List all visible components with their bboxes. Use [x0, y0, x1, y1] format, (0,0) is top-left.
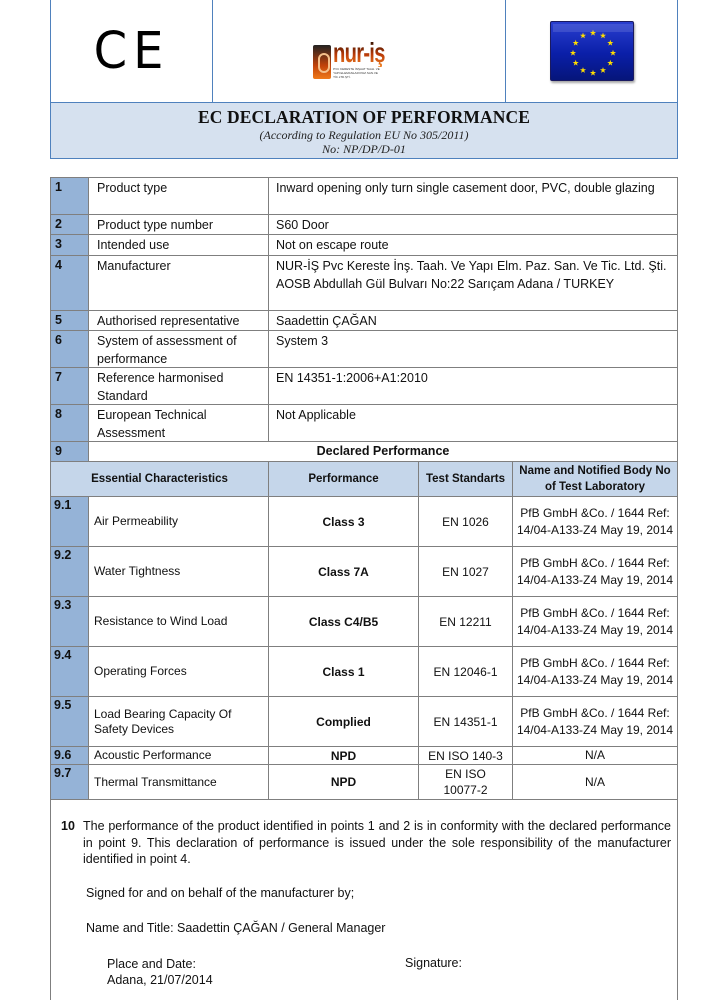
row-number: 1 — [51, 178, 89, 214]
row-number: 2 — [51, 215, 89, 234]
column-header-test-standards: Test Standarts — [419, 462, 513, 496]
performance-row-air-permeability — [51, 497, 677, 547]
row-label: Manufacturer — [89, 256, 269, 310]
row-value — [269, 256, 677, 310]
company-logo-tagline: PVC KERESTE İNŞAAT TAAH. VE YAPI ELEMANLARI PAZ.SAN.VE TİC.LTD.ŞTİ. — [333, 66, 380, 79]
row-number: 9.6 — [51, 747, 89, 764]
company-logo-wordmark: nur-iş — [333, 36, 385, 68]
performance-row-wind-load — [51, 597, 677, 647]
row-label: Product type — [89, 178, 269, 214]
performance-value: Class 3 — [269, 497, 419, 546]
row-label: Reference harmonised Standard — [89, 368, 269, 404]
eu-logo-cell — [506, 0, 677, 102]
row-value: Inward opening only turn single casement door, PVC, double glazing — [276, 181, 655, 195]
title-band — [51, 103, 677, 158]
test-standard: EN ISO 10077-2 — [419, 765, 513, 799]
row-number: 9.3 — [51, 597, 89, 646]
row-number: 7 — [51, 368, 89, 404]
table-row-product-type-number — [51, 215, 677, 235]
declaration-table — [50, 177, 678, 800]
characteristic: Water Tightness — [89, 547, 269, 596]
table-row-european-technical-assessment — [51, 405, 677, 442]
test-standard: EN 1026 — [419, 497, 513, 546]
row-number: 9.5 — [51, 697, 89, 746]
row-label: European Technical Assessment — [89, 405, 269, 441]
company-logo — [313, 23, 405, 79]
row-label: Authorised representative — [89, 311, 269, 330]
performance-row-thermal — [51, 765, 677, 799]
logo-row — [51, 0, 677, 103]
point-number: 10 — [61, 819, 75, 833]
table-row-intended-use — [51, 235, 677, 256]
place-and-date-value: Adana, 21/07/2014 — [107, 973, 213, 987]
row-number: 9 — [51, 442, 89, 461]
characteristic: Thermal Transmittance — [89, 765, 269, 799]
performance-value: NPD — [269, 747, 419, 764]
notified-body: PfB GmbH &Co. / 1644 Ref: 14/04-A133-Z4 May 19, 2014 — [516, 556, 674, 587]
conformity-statement — [61, 818, 671, 868]
row-value: Saadettin ÇAĞAN — [276, 314, 377, 328]
row-value: Not on escape route — [276, 238, 389, 252]
manufacturer-name: NUR-İŞ Pvc Kereste İnş. Taah. Ve Yapı Elm. Paz. San. Ve Tic. Ltd. Şti. — [276, 259, 667, 273]
test-standard: EN ISO 140-3 — [419, 747, 513, 764]
notified-body: PfB GmbH &Co. / 1644 Ref: 14/04-A133-Z4 May 19, 2014 — [516, 656, 674, 687]
performance-value: Class 1 — [269, 647, 419, 696]
document-number: No: NP/DP/D-01 — [322, 142, 406, 156]
row-number: 6 — [51, 331, 89, 367]
signed-on-behalf-text: Signed for and on behalf of the manufacturer by; — [86, 886, 355, 900]
column-header-notified-body: Name and Notified Body No of Test Laboratory — [519, 465, 671, 493]
performance-value: Class 7A — [269, 547, 419, 596]
page-title: EC DECLARATION OF PERFORMANCE — [198, 107, 530, 127]
ce-logo-cell — [51, 0, 213, 102]
notified-body: PfB GmbH &Co. / 1644 Ref: 14/04-A133-Z4 May 19, 2014 — [516, 706, 674, 737]
notified-body: N/A — [584, 774, 605, 789]
column-header-performance: Performance — [269, 462, 419, 496]
notified-body: PfB GmbH &Co. / 1644 Ref: 14/04-A133-Z4 May 19, 2014 — [516, 506, 674, 537]
table-row-authorised-representative — [51, 311, 677, 331]
table-row-reference-standard — [51, 368, 677, 405]
row-number: 9.1 — [51, 497, 89, 546]
ce-mark-icon: CE — [93, 21, 170, 80]
characteristic: Resistance to Wind Load — [89, 597, 269, 646]
test-standard: EN 12211 — [419, 597, 513, 646]
name-and-title: Name and Title: Saadettin ÇAĞAN / General Manager — [86, 921, 386, 935]
characteristic: Load Bearing Capacity Of Safety Devices — [89, 697, 269, 746]
row-label: Product type number — [89, 215, 269, 234]
declared-performance-heading: Declared Performance — [316, 444, 450, 458]
performance-row-operating-forces — [51, 647, 677, 697]
performance-value: Class C4/B5 — [269, 597, 419, 646]
characteristic: Operating Forces — [89, 647, 269, 696]
eu-flag-icon — [550, 21, 634, 81]
row-number: 9.7 — [51, 765, 89, 799]
row-number: 5 — [51, 311, 89, 330]
column-header-characteristics: Essential Characteristics — [51, 462, 269, 496]
performance-value: Complied — [269, 697, 419, 746]
row-label: System of assessment of performance — [89, 331, 269, 367]
place-and-date — [107, 956, 213, 988]
performance-value: NPD — [269, 765, 419, 799]
document-header — [50, 0, 678, 159]
row-number: 8 — [51, 405, 89, 441]
characteristic: Acoustic Performance — [89, 747, 269, 764]
row-label: Intended use — [89, 235, 269, 255]
row-value: System 3 — [276, 334, 329, 348]
company-logo-mark-icon — [313, 45, 331, 79]
table-row-system-of-assessment — [51, 331, 677, 368]
statement-text: The performance of the product identified in points 1 and 2 is in conformity with the declared performance in point 9. This declaration of performance is issued under the sole responsibility of the manufacturer identified in point 4. — [83, 819, 671, 866]
place-and-date-label: Place and Date: — [107, 957, 196, 971]
regulation-subtitle: (According to Regulation EU No 305/2011) — [259, 128, 469, 142]
manufacturer-address: AOSB Abdullah Gül Bulvarı No:22 Sarıçam Adana / TURKEY — [276, 277, 615, 291]
characteristic: Air Permeability — [89, 497, 269, 546]
table-row-product-type — [51, 178, 677, 215]
performance-row-load-bearing-capacity — [51, 697, 677, 747]
declaration-footer — [50, 799, 678, 1000]
table-row-manufacturer — [51, 256, 677, 311]
row-number: 3 — [51, 235, 89, 255]
notified-body: PfB GmbH &Co. / 1644 Ref: 14/04-A133-Z4 May 19, 2014 — [516, 606, 674, 637]
performance-row-acoustic — [51, 747, 677, 765]
test-standard: EN 14351-1 — [419, 697, 513, 746]
test-standard: EN 12046-1 — [419, 647, 513, 696]
row-number: 9.2 — [51, 547, 89, 596]
row-value: S60 Door — [276, 218, 329, 232]
table-row-declared-performance — [51, 442, 677, 462]
row-number: 4 — [51, 256, 89, 310]
performance-table-header — [51, 462, 677, 497]
notified-body: N/A — [584, 748, 605, 763]
performance-row-water-tightness — [51, 547, 677, 597]
row-value: Not Applicable — [276, 408, 356, 422]
signature-label: Signature: — [405, 956, 462, 970]
company-logo-cell — [213, 0, 506, 102]
row-number: 9.4 — [51, 647, 89, 696]
row-value: EN 14351-1:2006+A1:2010 — [276, 371, 428, 385]
test-standard: EN 1027 — [419, 547, 513, 596]
